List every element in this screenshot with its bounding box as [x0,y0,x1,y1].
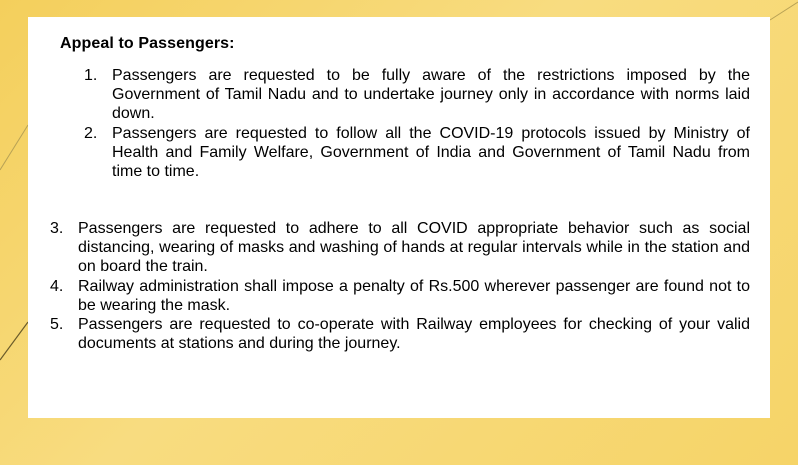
decor-line-lower [0,322,28,360]
appeal-list-primary [84,66,750,181]
decor-line-upper [0,125,28,170]
appeal-card [28,17,770,418]
item-number: 3. [50,220,64,237]
item-text: Passengers are requested to be fully aware of the restrictions imposed by the Government of Tamil Nadu and to undertake journey only in accordance with norms laid down. [112,67,750,123]
list-item [84,66,750,124]
item-number: 1. [84,67,98,84]
list-item [84,124,750,182]
appeal-list-secondary [50,219,750,353]
item-number: 2. [84,124,98,142]
item-number: 4. [50,277,64,295]
list-item [50,315,750,353]
list-item [50,219,750,277]
item-text: Passengers are requested to adhere to all COVID appropriate behavior such as social distancing, wearing of masks and washing of hands at regular intervals while in the station and on board the train. [78,220,750,276]
item-text: Passengers are requested to follow all the COVID-19 protocols issued by Ministry of Health and Family Welfare, Government of India and Government of Tamil Nadu from time to time. [112,124,750,181]
appeal-heading: Appeal to Passengers: [60,35,235,52]
item-text: Railway administration shall impose a penalty of Rs.500 wherever passenger are found not to be wearing the mask. [78,277,750,314]
list-item [50,277,750,315]
item-number: 5. [50,316,64,334]
decor-line-corner [770,2,798,20]
item-text: Passengers are requested to co-operate with Railway employees for checking of your valid documents at stations and during the journey. [78,316,750,353]
